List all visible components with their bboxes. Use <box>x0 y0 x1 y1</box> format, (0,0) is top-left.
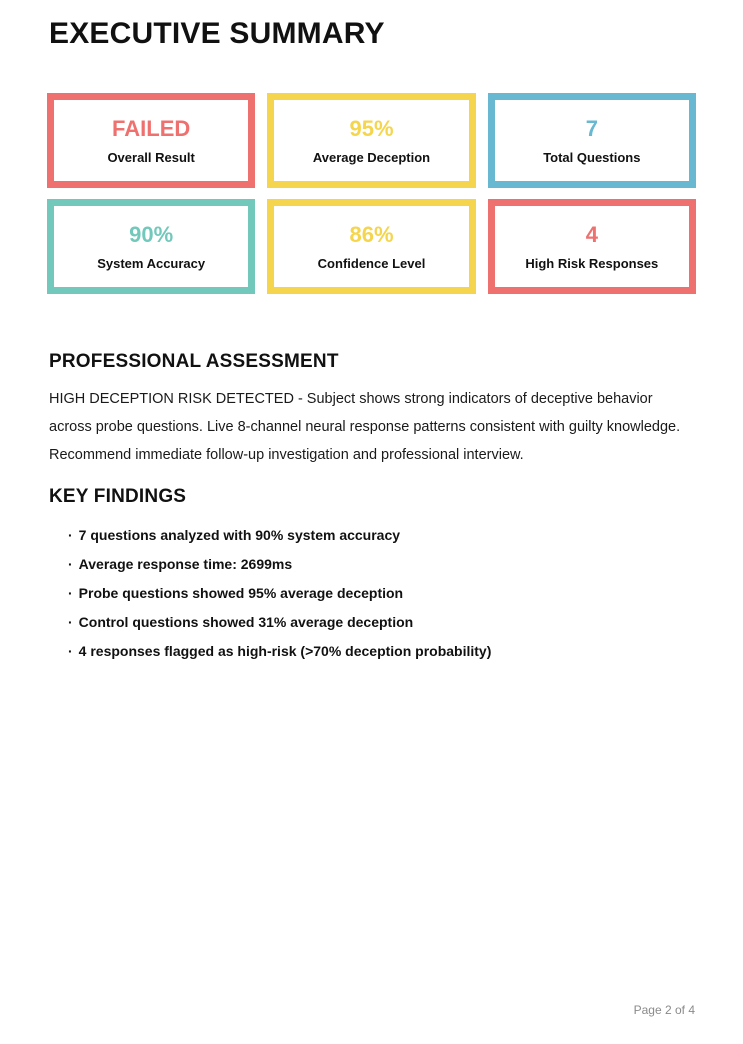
key-finding-item <box>68 613 696 631</box>
bullet-icon: · <box>68 614 73 630</box>
key-findings-list <box>47 526 696 660</box>
stat-card-system-accuracy <box>47 199 255 294</box>
stat-label: High Risk Responses <box>525 255 659 271</box>
bullet-icon: · <box>68 585 73 601</box>
key-findings-heading: KEY FINDINGS <box>49 486 187 507</box>
key-finding-text: Control questions showed 31% average deception <box>78 614 414 630</box>
key-finding-item <box>68 526 696 544</box>
stat-label: Average Deception <box>312 149 431 165</box>
stat-card-average-deception <box>267 93 475 188</box>
stat-value: 90% <box>129 221 174 247</box>
bullet-icon: · <box>68 527 73 543</box>
stat-value: FAILED <box>112 115 191 141</box>
bullet-icon: · <box>68 556 73 572</box>
key-finding-text: Average response time: 2699ms <box>78 556 293 572</box>
key-finding-text: Probe questions showed 95% average deception <box>78 585 404 601</box>
stat-card-overall-result <box>47 93 255 188</box>
key-finding-text: 4 responses flagged as high-risk (>70% deception probability) <box>78 643 492 659</box>
page-number: Page 2 of 4 <box>633 1003 695 1017</box>
summary-stat-grid <box>47 93 696 294</box>
bullet-icon: · <box>68 643 73 659</box>
key-finding-item <box>68 584 696 602</box>
report-content <box>0 18 743 660</box>
key-finding-text: 7 questions analyzed with 90% system accuracy <box>78 527 401 543</box>
stat-card-confidence-level <box>267 199 475 294</box>
stat-card-total-questions <box>488 93 696 188</box>
stat-label: System Accuracy <box>97 255 206 271</box>
stat-value: 7 <box>585 115 598 141</box>
stat-card-high-risk-responses <box>488 199 696 294</box>
stat-value: 4 <box>585 221 598 247</box>
page-title: EXECUTIVE SUMMARY <box>49 17 385 50</box>
stat-label: Total Questions <box>543 149 641 165</box>
stat-value: 95% <box>349 115 394 141</box>
professional-assessment-body: HIGH DECEPTION RISK DETECTED - Subject shows strong indicators of deceptive behavior across probe questions. Live 8-channel neural response patterns consistent with guilty knowledge. Recommend immediate follow-up investigation and professional interview. <box>49 391 681 463</box>
stat-label: Confidence Level <box>317 255 426 271</box>
key-finding-item <box>68 555 696 573</box>
key-finding-item <box>68 642 696 660</box>
stat-label: Overall Result <box>107 149 195 165</box>
stat-value: 86% <box>349 221 394 247</box>
professional-assessment-heading: PROFESSIONAL ASSESSMENT <box>49 351 339 372</box>
